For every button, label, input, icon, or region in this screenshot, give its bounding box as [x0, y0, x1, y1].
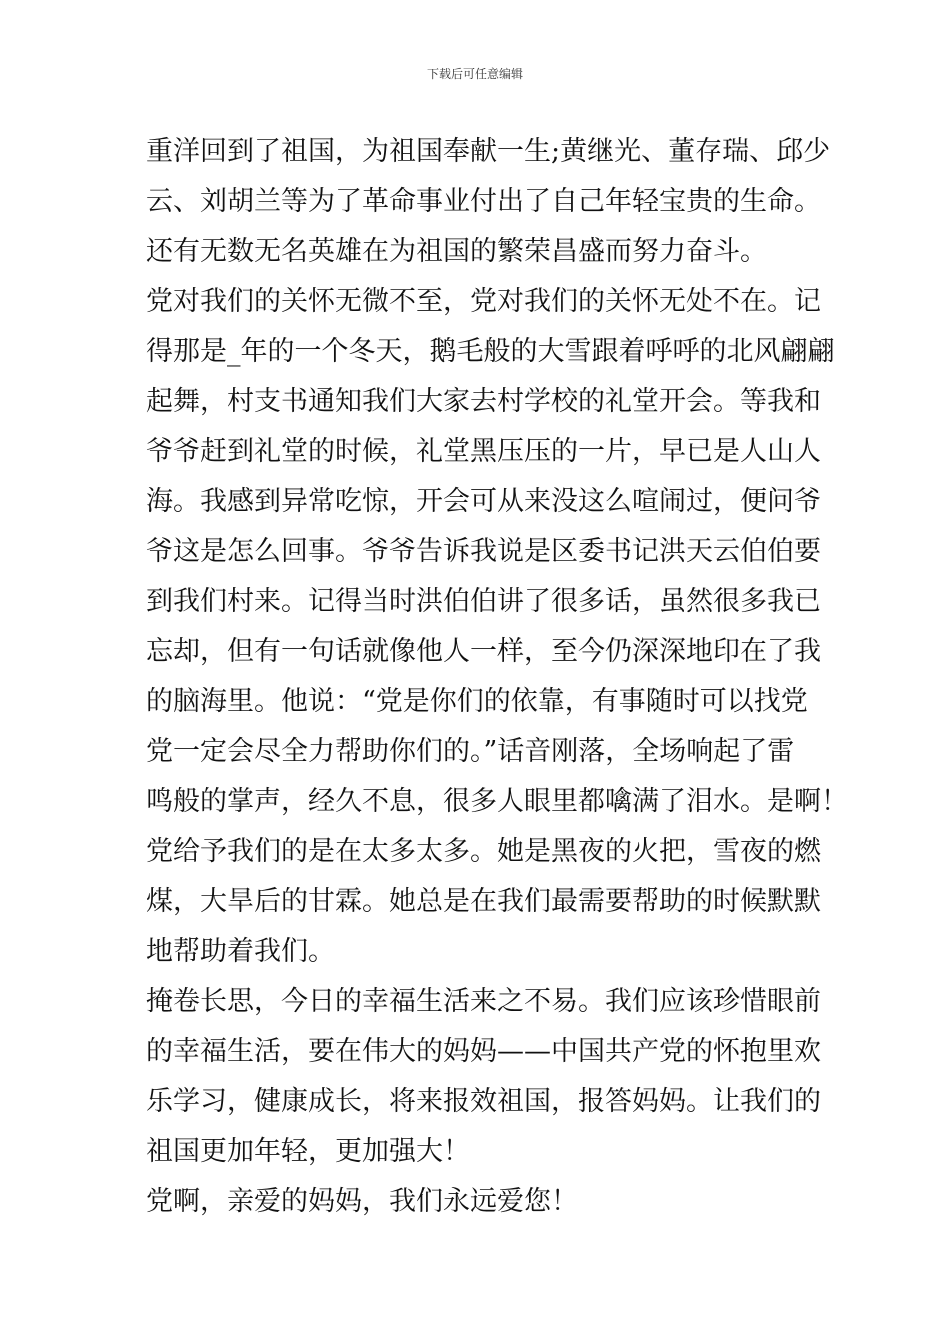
text-line: 党给予我们的是在太多太多。她是黑夜的火把，雪夜的燃 — [146, 836, 821, 867]
text-line: 地帮助着我们。 — [146, 936, 335, 967]
text-line: 党啊，亲爱的妈妈，我们永远爱您！ — [146, 1186, 578, 1217]
text-line: 煤，大旱后的甘霖。她总是在我们最需要帮助的时候默默 — [146, 886, 821, 917]
text-line: 爷这是怎么回事。爷爷告诉我说是区委书记洪天云伯伯要 — [146, 536, 821, 567]
page-header: 下载后可任意编辑 — [426, 67, 523, 81]
text-line: 还有无数无名英雄在为祖国的繁荣昌盛而努力奋斗。 — [146, 236, 767, 267]
text-line: 党对我们的关怀无微不至，党对我们的关怀无处不在。记 — [146, 286, 821, 317]
text-line: 的幸福生活，要在伟大的妈妈——中国共产党的怀抱里欢 — [146, 1036, 821, 1067]
text-line: 党一定会尽全力帮助你们的。”话音刚落，全场响起了雷 — [146, 736, 795, 767]
text-line: 的脑海里。他说：“党是你们的依靠，有事随时可以找党 — [146, 686, 808, 717]
text-line: 鸣般的掌声，经久不息，很多人眼里都噙满了泪水。是啊！ — [146, 786, 848, 817]
text-line: 得那是_年的一个冬天，鹅毛般的大雪跟着呼呼的北风翩翩 — [146, 336, 835, 367]
text-line: 乐学习，健康成长，将来报效祖国，报答妈妈。让我们的 — [146, 1086, 821, 1117]
text-line: 重洋回到了祖国，为祖国奉献一生;黄继光、董存瑞、邱少 — [146, 136, 831, 167]
document-body — [146, 127, 848, 1227]
text-line: 忘却，但有一句话就像他人一样，至今仍深深地印在了我 — [146, 636, 821, 667]
text-line: 起舞，村支书通知我们大家去村学校的礼堂开会。等我和 — [146, 386, 821, 417]
text-line: 祖国更加年轻，更加强大！ — [146, 1136, 470, 1167]
text-line: 云、刘胡兰等为了革命事业付出了自己年轻宝贵的生命。 — [146, 186, 821, 217]
text-line: 海。我感到异常吃惊，开会可从来没这么喧闹过，便问爷 — [146, 486, 821, 517]
text-line: 到我们村来。记得当时洪伯伯讲了很多话，虽然很多我已 — [146, 586, 821, 617]
text-line: 掩卷长思，今日的幸福生活来之不易。我们应该珍惜眼前 — [146, 986, 821, 1017]
text-line: 爷爷赶到礼堂的时候，礼堂黑压压的一片，早已是人山人 — [146, 436, 821, 467]
